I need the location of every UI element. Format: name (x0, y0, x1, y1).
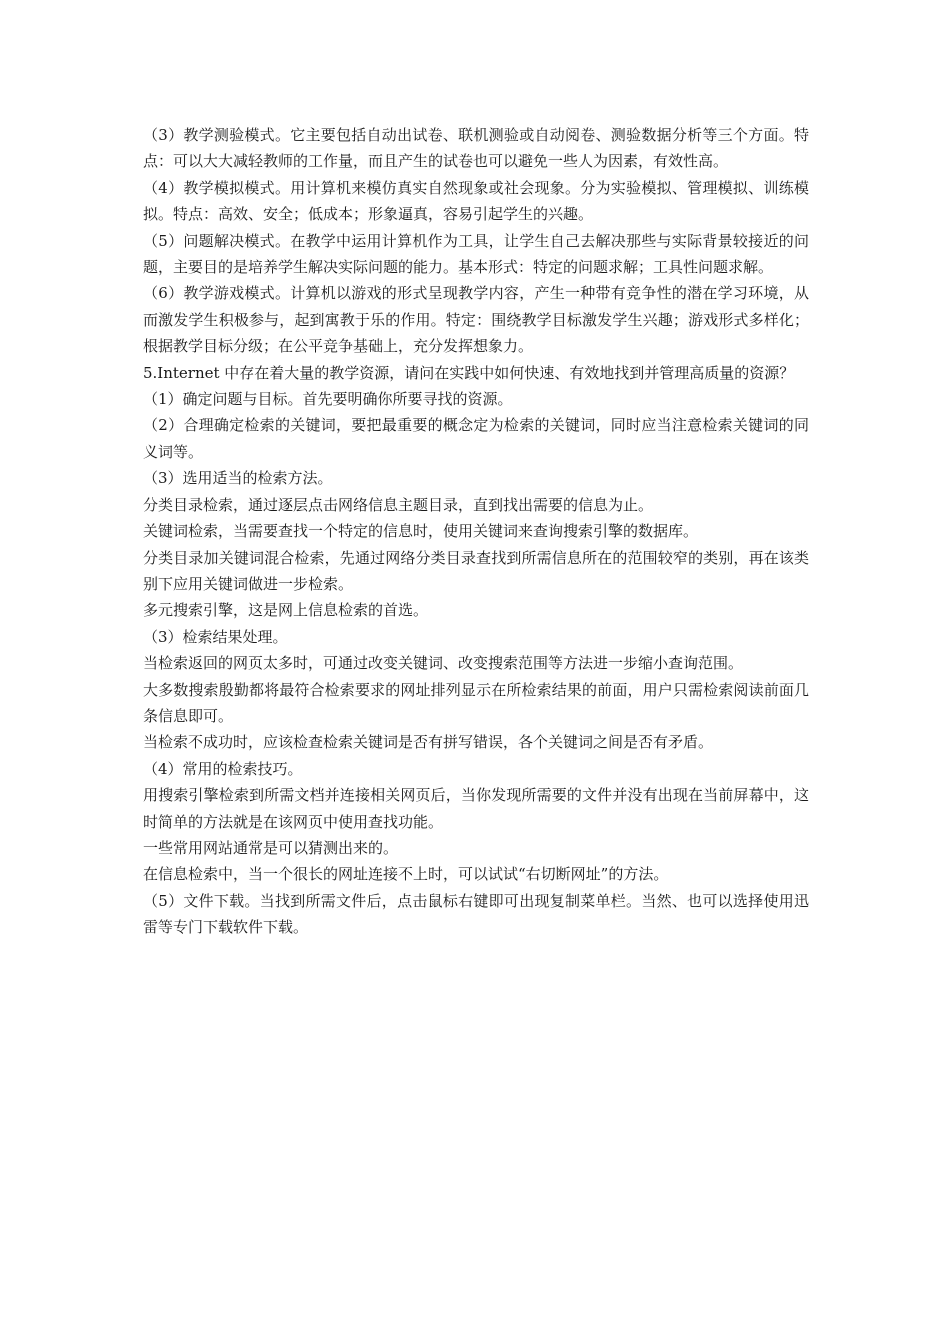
question-5-heading: 5.Internet 中存在着大量的教学资源，请问在实践中如何快速、有效地找到并管理高质量的资源？ (143, 363, 795, 382)
paragraph-search-tips: （4）常用的检索技巧。 (143, 759, 303, 778)
paragraph-teaching-test-mode: （3）教学测验模式。它主要包括自动出试卷、联机测验或自动阅卷、测验数据分析等三个方面。特点：可以大大减轻教师的工作量，而且产生的试卷也可以避免一些人为因素，有效性高。 (143, 126, 809, 171)
paragraph-problem-solving-mode: （5）问题解决模式。在教学中运用计算机作为工具，让学生自己去解决那些与实际背景较接近的问题，主要目的是培养学生解决实际问题的能力。基本形式：特定的问题求解；工具性问题求解。 (143, 231, 809, 277)
paragraph-result-ranking: 大多数搜索殷勤都将最符合检索要求的网址排列显示在所检索结果的前面，用户只需检索阅读前面几条信息即可。 (143, 680, 809, 725)
paragraph-search-method: （3）选用适当的检索方法。 (143, 469, 333, 488)
paragraph-teaching-simulation-mode: （4）教学模拟模式。用计算机来模仿真实自然现象或社会现象。分为实验模拟、管理模拟、训练模拟。特点：高效、安全；低成本；形象逼真，容易引起学生的兴趣。 (143, 178, 809, 224)
paragraph-narrow-results: 当检索返回的网页太多时，可通过改变关键词、改变搜索范围等方法进一步缩小查询范围。 (143, 654, 744, 673)
paragraph-define-goal: （1）确定问题与目标。首先要明确你所要寻找的资源。 (143, 390, 513, 409)
paragraph-search-failure: 当检索不成功时，应该检查检索关键词是否有拼写错误，各个关键词之间是否有矛盾。 (143, 733, 714, 752)
paragraph-find-in-page: 用搜索引擎检索到所需文档并连接相关网页后，当你发现所需要的文件并没有出现在当前屏幕中，这时简单的方法就是在该网页中使用查找功能。 (143, 786, 809, 831)
paragraph-mixed-search: 分类目录加关键词混合检索，先通过网络分类目录查找到所需信息所在的范围较窄的类别，再在该类别下应用关键词做进一步检索。 (143, 548, 809, 593)
paragraph-meta-search: 多元搜索引擎，这是网上信息检索的首选。 (143, 601, 429, 620)
paragraph-directory-search: 分类目录检索，通过逐层点击网络信息主题目录，直到找出需要的信息为止。 (143, 495, 654, 514)
paragraph-result-handling: （3）检索结果处理。 (143, 627, 288, 646)
paragraph-teaching-game-mode: （6）教学游戏模式。计算机以游戏的形式呈现教学内容，产生一种带有竞争性的潜在学习环境，从而激发学生积极参与，起到寓教于乐的作用。特定：围绕教学目标激发学生兴趣；游戏形式多样化；根据教学目标分级；在公平竞争基础上，充分发挥想象力。 (143, 284, 809, 356)
paragraph-truncate-url: 在信息检索中，当一个很长的网址连接不上时，可以试试“右切断网址”的方法。 (143, 865, 669, 884)
paragraph-keywords: （2）合理确定检索的关键词，要把最重要的概念定为检索的关键词，同时应当注意检索关键词的同义词等。 (143, 416, 809, 461)
document-page (143, 122, 809, 941)
paragraph-guess-sites: 一些常用网站通常是可以猜测出来的。 (143, 838, 399, 857)
paragraph-keyword-search: 关键词检索，当需要查找一个特定的信息时，使用关键词来查询搜索引擎的数据库。 (143, 522, 699, 541)
paragraph-file-download: （5）文件下载。当找到所需文件后，点击鼠标右键即可出现复制菜单栏。当然、也可以选择使用迅雷等专门下载软件下载。 (143, 891, 809, 937)
